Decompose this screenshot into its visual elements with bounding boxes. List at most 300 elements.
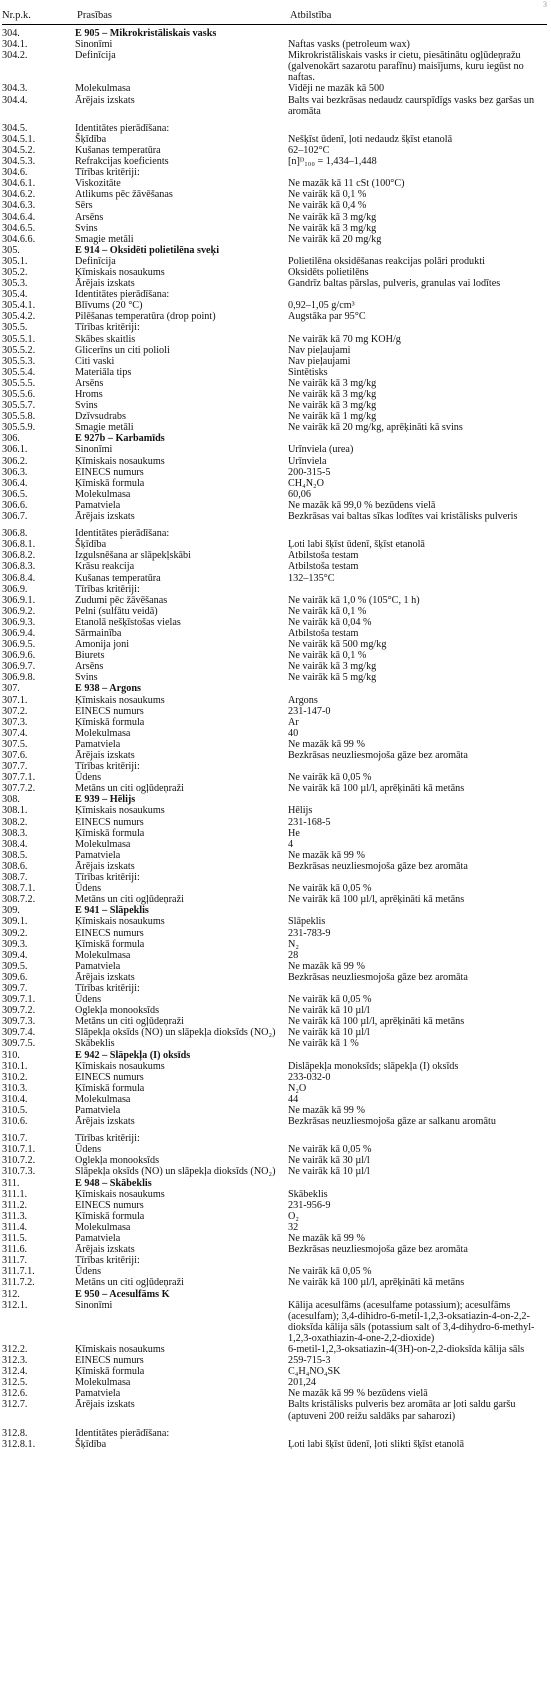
table-row	[2, 661, 547, 672]
table-row	[2, 861, 547, 872]
row-requirement: Tīrības kritēriji:	[75, 583, 140, 595]
row-number: 305.4.1.	[2, 300, 36, 312]
table-row	[2, 1105, 547, 1116]
row-requirement: Identitātes pierādīšana:	[75, 122, 170, 134]
row-requirement: Ķīmiskā formula	[75, 938, 145, 950]
row-number: 304.5.	[2, 122, 28, 134]
row-requirement: Molekulmasa	[75, 838, 131, 850]
row-requirement: Dzīvsudrabs	[75, 411, 126, 423]
row-number: 311.7.2.	[2, 1277, 35, 1289]
row-compliance: Nešķīst ūdenī, ļoti nedaudz šķīst etanolā	[288, 133, 453, 145]
row-compliance: Ne vairāk kā 0,4 %	[288, 200, 367, 212]
row-number: 306.9.8.	[2, 672, 36, 684]
row-requirement: EINECS numurs	[75, 1071, 144, 1083]
table-row	[2, 761, 547, 772]
table-row	[2, 145, 547, 156]
row-compliance: Argons	[288, 694, 318, 706]
row-number: 312.1.	[2, 1299, 28, 1311]
table-row	[2, 1155, 547, 1166]
row-number: 310.7.2.	[2, 1155, 36, 1167]
row-number: 309.7.3.	[2, 1016, 36, 1028]
row-requirement: Pamatviela	[75, 1105, 121, 1116]
row-requirement: Molekulmasa	[75, 727, 131, 739]
table-row	[2, 550, 547, 561]
table-row	[2, 1189, 547, 1200]
table-row	[2, 950, 547, 961]
row-requirement: Ķīmiskais nosaukums	[75, 1343, 165, 1355]
row-number: 304.6.2.	[2, 189, 36, 201]
row-number: 309.7.2.	[2, 1005, 36, 1017]
row-requirement: Definīcija	[75, 50, 116, 62]
row-number: 306.9.	[2, 583, 28, 595]
row-requirement: Ķīmiskā formula	[75, 1366, 145, 1378]
row-compliance: Naftas vasks (petroleum wax)	[288, 39, 410, 51]
row-compliance: Ne vairāk kā 1 %	[288, 1038, 359, 1050]
table-row	[2, 167, 547, 178]
table-row	[2, 639, 547, 650]
table-row	[2, 805, 547, 816]
table-row	[2, 411, 547, 422]
row-number: 306.4.	[2, 477, 28, 489]
row-requirement: Sārmainība	[75, 627, 122, 639]
row-compliance: Ne vairāk kā 500 mg/kg	[288, 639, 387, 651]
table-row	[2, 850, 547, 861]
table-row	[2, 1027, 547, 1038]
row-number: 312.7.	[2, 1399, 28, 1411]
table-row	[2, 1366, 547, 1377]
row-requirement: Ķīmiskais nosaukums	[75, 694, 165, 706]
table-row	[2, 1211, 547, 1222]
row-requirement: Sinonīmi	[75, 444, 113, 456]
table-row	[2, 1200, 547, 1211]
row-requirement: Svins	[75, 400, 98, 412]
table-row	[2, 223, 547, 234]
row-requirement: Molekulmasa	[75, 949, 131, 961]
table-row	[2, 1061, 547, 1072]
row-number: 308.7.2.	[2, 894, 36, 906]
row-requirement: Identitātes pierādīšana:	[75, 289, 170, 301]
table-row	[2, 39, 547, 50]
row-number: 310.7.	[2, 1133, 28, 1145]
row-requirement: Amonija joni	[75, 639, 130, 651]
row-compliance	[288, 1428, 547, 1439]
row-number: 305.5.9.	[2, 422, 36, 434]
row-number: 311.4.	[2, 1221, 28, 1233]
row-compliance	[288, 245, 547, 256]
table-row	[2, 322, 547, 333]
row-number: 306.9.5.	[2, 639, 36, 651]
table-row	[2, 311, 547, 322]
row-number: 304.5.1.	[2, 133, 36, 145]
row-compliance: Ne vairāk kā 0,05 %	[288, 994, 372, 1006]
row-requirement: Metāns un citi ogļūdeņraži	[75, 1277, 184, 1289]
row-number: 306.7.	[2, 511, 28, 523]
row-number: 304.6.	[2, 167, 28, 179]
row-compliance: Ne vairāk kā 0,05 %	[288, 883, 372, 895]
row-number: 310.4.	[2, 1093, 28, 1105]
row-number: 308.4.	[2, 838, 28, 850]
row-requirement: Sērs	[75, 200, 93, 212]
row-requirement: Sinonīmi	[75, 39, 113, 51]
row-number: 305.	[2, 244, 20, 256]
table-row	[2, 561, 547, 572]
row-number: 306.3.	[2, 466, 28, 478]
row-requirement: E 950 – Acesulfāms K	[75, 1288, 170, 1300]
row-requirement: Ķīmiskais nosaukums	[75, 805, 165, 817]
row-compliance: Ne mazāk kā 99 %	[288, 1105, 365, 1116]
row-number: 312.3.	[2, 1355, 28, 1367]
row-requirement: Slāpekļa oksīds (NO) un slāpekļa dioksīds (NO₂)	[75, 1027, 276, 1039]
table-row	[2, 189, 547, 200]
table-body	[2, 28, 547, 1450]
row-number: 305.5.8.	[2, 411, 36, 423]
row-number: 308.7.1.	[2, 883, 36, 895]
table-row	[2, 1300, 547, 1344]
row-number: 305.5.2.	[2, 344, 36, 356]
row-number: 309.6.	[2, 971, 28, 983]
row-number: 309.4.	[2, 949, 28, 961]
table-row	[2, 1178, 547, 1189]
row-compliance: 231-956-9	[288, 1199, 331, 1211]
row-compliance: 259-715-3	[288, 1355, 331, 1367]
row-compliance: 231-168-5	[288, 816, 331, 828]
row-compliance: Ne vairāk kā 10 µl/l	[288, 1027, 370, 1039]
row-requirement: Krāsu reakcija	[75, 561, 135, 573]
row-requirement: Slāpekļa oksīds (NO) un slāpekļa dioksīds (NO₂)	[75, 1166, 276, 1178]
row-number: 306.1.	[2, 444, 28, 456]
header-compliance: Atbilstība	[290, 10, 332, 21]
row-compliance: Ne vairāk kā 1,0 % (105°C, 1 h)	[288, 594, 420, 606]
table-row	[2, 200, 547, 211]
table-row	[2, 156, 547, 167]
table-row	[2, 894, 547, 905]
row-number: 310.1.	[2, 1060, 28, 1072]
row-compliance: Polietilēna oksidēšanas reakcijas polāri produkti	[288, 255, 485, 267]
table-row	[2, 178, 547, 189]
row-compliance: Ne vairāk kā 0,1 %	[288, 605, 367, 617]
table-row	[2, 595, 547, 606]
row-number: 304.6.3.	[2, 200, 36, 212]
row-requirement: Molekulmasa	[75, 1093, 131, 1105]
table-row	[2, 695, 547, 706]
row-requirement: Izgulsnēšana ar slāpekļskābi	[75, 550, 191, 562]
row-requirement: Smagie metāli	[75, 233, 134, 245]
table-row	[2, 1289, 547, 1300]
row-requirement: EINECS numurs	[75, 1355, 144, 1367]
table-row	[2, 872, 547, 883]
table-row	[2, 50, 547, 83]
row-compliance: 0,92–1,05 g/cm³	[288, 300, 355, 312]
row-requirement: Pamatviela	[75, 1388, 121, 1400]
table-row	[2, 1005, 547, 1016]
row-number: 306.5.	[2, 488, 28, 500]
table-row	[2, 994, 547, 1005]
row-number: 309.	[2, 905, 20, 917]
row-number: 312.5.	[2, 1377, 28, 1389]
row-compliance: Ne vairāk kā 1 mg/kg	[288, 411, 377, 423]
row-compliance: CH₄N₂O	[288, 477, 324, 489]
row-number: 306.9.6.	[2, 650, 36, 662]
row-compliance: C₄H₄NO₄SK	[288, 1366, 341, 1378]
table-row	[2, 916, 547, 927]
table-row	[2, 961, 547, 972]
row-number: 308.2.	[2, 816, 28, 828]
row-compliance: 233-032-0	[288, 1071, 331, 1083]
table-row	[2, 1388, 547, 1399]
row-requirement: Tīrības kritēriji:	[75, 1133, 140, 1145]
row-number: 309.7.	[2, 982, 28, 994]
row-requirement: Skābeklis	[75, 1038, 115, 1050]
row-compliance: Ļoti labi šķīst ūdenī, šķīst etanolā	[288, 539, 425, 551]
row-number: 304.	[2, 28, 20, 39]
row-number: 310.7.1.	[2, 1144, 36, 1156]
row-compliance: Ne vairāk kā 3 mg/kg	[288, 400, 377, 412]
row-number: 308.	[2, 794, 20, 806]
row-compliance: Balts vai bezkrāsas nedaudz caurspīdīgs vasks bez garšas un aromāta	[288, 94, 535, 117]
row-requirement: Pamatviela	[75, 849, 121, 861]
row-number: 308.5.	[2, 849, 28, 861]
table-row	[2, 444, 547, 455]
row-compliance: Ne vairāk kā 0,04 %	[288, 616, 372, 628]
row-requirement: Pamatviela	[75, 499, 121, 511]
row-requirement: Arsēns	[75, 377, 104, 389]
row-compliance: Sintētisks	[288, 366, 328, 378]
table-row	[2, 456, 547, 467]
row-number: 308.1.	[2, 805, 28, 817]
table-row	[2, 928, 547, 939]
table-row	[2, 573, 547, 584]
table-row	[2, 939, 547, 950]
row-compliance: Nav pieļaujami	[288, 355, 351, 367]
row-number: 304.6.1.	[2, 178, 36, 190]
row-compliance: Ne mazāk kā 11 cSt (100°C)	[288, 178, 405, 190]
row-requirement: Molekulmasa	[75, 83, 131, 95]
row-compliance: Ne vairāk kā 100 µl/l, aprēķināti kā metāns	[288, 1277, 465, 1289]
row-requirement: Tīrības kritēriji:	[75, 872, 140, 884]
row-number: 307.5.	[2, 738, 28, 750]
row-number: 306.9.3.	[2, 616, 36, 628]
row-requirement: Ūdens	[75, 1266, 102, 1278]
row-requirement: E 905 – Mikrokristāliskais vasks	[75, 28, 217, 39]
table-row	[2, 256, 547, 267]
table-row	[2, 617, 547, 628]
row-compliance: 60,06	[288, 488, 311, 500]
table-row	[2, 1428, 547, 1439]
row-number: 308.7.	[2, 872, 28, 884]
row-requirement: Pelni (sulfātu veidā)	[75, 605, 158, 617]
row-requirement: Arsēns	[75, 211, 104, 223]
row-requirement: Ārējais izskats	[75, 1399, 135, 1411]
row-compliance: Ne vairāk kā 100 µl/l, aprēķināti kā metāns	[288, 1016, 465, 1028]
row-requirement: Skābes skaitlis	[75, 333, 136, 345]
row-requirement: Materiāla tips	[75, 366, 132, 378]
table-row	[2, 1266, 547, 1277]
table-row	[2, 1244, 547, 1255]
row-number: 305.5.4.	[2, 366, 36, 378]
table-row	[2, 717, 547, 728]
table-row	[2, 1255, 547, 1266]
row-number: 305.5.5.	[2, 377, 36, 389]
row-compliance	[288, 433, 547, 444]
row-requirement: Kušanas temperatūra	[75, 144, 161, 156]
row-compliance	[288, 322, 547, 333]
row-compliance: Ne vairāk kā 3 mg/kg	[288, 211, 377, 223]
row-compliance: Ne vairāk kā 30 µl/l	[288, 1155, 370, 1167]
table-row	[2, 1133, 547, 1144]
row-number: 309.3.	[2, 938, 28, 950]
row-compliance: Ne vairāk kā 3 mg/kg	[288, 661, 377, 673]
table-row	[2, 422, 547, 433]
table-row	[2, 1277, 547, 1288]
row-requirement: Hroms	[75, 389, 103, 400]
table-row	[2, 1083, 547, 1094]
row-number: 305.4.	[2, 289, 28, 301]
row-compliance: Slāpeklis	[288, 916, 326, 928]
table-row	[2, 245, 547, 256]
row-requirement: Ārējais izskats	[75, 94, 135, 106]
row-number: 306.	[2, 433, 20, 445]
table-row	[2, 728, 547, 739]
table-row	[2, 1038, 547, 1049]
row-compliance: Bezkrāsas neuzliesmojoša gāze bez aromāta	[288, 860, 468, 872]
row-number: 306.8.4.	[2, 572, 36, 584]
row-requirement: Etanolā nešķīstošas vielas	[75, 616, 181, 628]
row-number: 306.9.1.	[2, 594, 36, 606]
row-number: 309.5.	[2, 960, 28, 972]
row-number: 306.8.3.	[2, 561, 36, 573]
table-row	[2, 528, 547, 539]
row-compliance: Bezkrāsas neuzliesmojoša gāze bez aromāta	[288, 1244, 468, 1256]
row-compliance: Nav pieļaujami	[288, 344, 351, 356]
row-requirement: Glicerīns un citi polioli	[75, 344, 170, 356]
row-compliance	[288, 1255, 547, 1266]
row-requirement: Ķīmiskais nosaukums	[75, 916, 165, 928]
row-requirement: Ķīmiskais nosaukums	[75, 1188, 165, 1200]
row-number: 305.3.	[2, 278, 28, 290]
table-row	[2, 606, 547, 617]
table-row	[2, 1233, 547, 1244]
row-compliance: Ne mazāk kā 99 % bezūdens vielā	[288, 1388, 428, 1400]
row-number: 306.2.	[2, 455, 28, 467]
row-number: 306.8.2.	[2, 550, 36, 562]
row-requirement: Svins	[75, 222, 98, 234]
table-row	[2, 389, 547, 400]
row-compliance: Ne vairāk kā 3 mg/kg	[288, 222, 377, 234]
table-row	[2, 683, 547, 694]
row-compliance: 231-147-0	[288, 705, 331, 717]
row-compliance: Urīnviela	[288, 455, 327, 467]
row-compliance: Bezkrāsas vai baltas sīkas lodītes vai kristālisks pulveris	[288, 511, 518, 523]
row-requirement: E 938 – Argons	[75, 683, 141, 695]
table-row	[2, 628, 547, 639]
row-requirement: Ķīmiskā formula	[75, 827, 145, 839]
row-requirement: Tīrības kritēriji:	[75, 1255, 140, 1267]
row-number: 306.6.	[2, 499, 28, 511]
row-compliance: N₂	[288, 938, 299, 950]
row-number: 307.6.	[2, 750, 28, 761]
row-number: 304.5.3.	[2, 156, 36, 168]
row-compliance: Vidēji ne mazāk kā 500	[288, 83, 385, 95]
table-row	[2, 345, 547, 356]
row-number: 304.6.4.	[2, 211, 36, 223]
row-requirement: EINECS numurs	[75, 705, 144, 717]
row-number: 307.2.	[2, 705, 28, 717]
row-requirement: Molekulmasa	[75, 488, 131, 500]
row-requirement: Ķīmiskais nosaukums	[75, 266, 165, 278]
row-number: 304.1.	[2, 39, 28, 51]
row-number: 309.1.	[2, 916, 28, 928]
row-requirement: Ārējais izskats	[75, 278, 135, 290]
row-compliance: Ar	[288, 716, 299, 728]
row-compliance: Ne vairāk kā 3 mg/kg	[288, 377, 377, 389]
row-number: 305.5.1.	[2, 333, 36, 345]
row-compliance	[288, 905, 547, 916]
row-compliance: Ne vairāk kā 3 mg/kg	[288, 389, 377, 400]
row-number: 309.7.4.	[2, 1027, 36, 1039]
row-number: 310.2.	[2, 1071, 28, 1083]
row-compliance: 6-metil-1,2,3-oksatiazin-4(3H)-on-2,2-dioksīda kālija sāls	[288, 1343, 525, 1355]
row-compliance	[288, 683, 547, 694]
row-requirement: Ķīmiskais nosaukums	[75, 455, 165, 467]
table-row	[2, 1344, 547, 1355]
row-requirement: Metāns un citi ogļūdeņraži	[75, 783, 184, 795]
row-number: 305.5.7.	[2, 400, 36, 412]
header-number: Nr.p.k.	[2, 10, 31, 21]
table-row	[2, 584, 547, 595]
row-compliance: Ne vairāk kā 100 µl/l, aprēķināti kā metāns	[288, 894, 465, 906]
row-compliance: 200-315-5	[288, 466, 331, 478]
row-requirement: Metāns un citi ogļūdeņraži	[75, 1016, 184, 1028]
row-compliance: Ne vairāk kā 5 mg/kg	[288, 672, 377, 684]
row-requirement: Tīrības kritēriji:	[75, 322, 140, 334]
row-requirement: Šķīdība	[75, 1438, 107, 1450]
row-number: 310.6.	[2, 1116, 28, 1128]
row-number: 312.2.	[2, 1343, 28, 1355]
row-number: 304.4.	[2, 94, 28, 106]
table-row	[2, 356, 547, 367]
row-number: 305.5.6.	[2, 389, 36, 400]
row-number: 304.5.2.	[2, 144, 36, 156]
row-compliance	[288, 983, 547, 994]
row-requirement: Ārējais izskats	[75, 1116, 135, 1128]
row-number: 307.	[2, 683, 20, 695]
row-requirement: Šķīdība	[75, 539, 107, 551]
row-number: 309.7.5.	[2, 1038, 36, 1050]
row-number: 310.	[2, 1049, 20, 1061]
row-compliance: 132–135°C	[288, 572, 335, 584]
row-requirement: E 948 – Skābeklis	[75, 1177, 152, 1189]
row-number: 307.1.	[2, 694, 28, 706]
table-row	[2, 378, 547, 389]
row-number: 304.3.	[2, 83, 28, 95]
row-requirement: Ārējais izskats	[75, 750, 135, 761]
row-number: 304.6.6.	[2, 233, 36, 245]
row-compliance: Ne mazāk kā 99 %	[288, 738, 365, 750]
row-requirement: Zudumi pēc žāvēšanas	[75, 594, 168, 606]
row-requirement: E 939 – Hēlijs	[75, 794, 136, 806]
row-requirement: Pamatviela	[75, 1233, 121, 1245]
row-requirement: Smagie metāli	[75, 422, 134, 434]
row-compliance: [n]ᴰ₁₀₀ = 1,434–1,448	[288, 156, 377, 168]
row-compliance: Atbilstoša testam	[288, 561, 359, 573]
row-compliance: Augstāka par 95°C	[288, 311, 366, 323]
table-row	[2, 783, 547, 794]
table-row	[2, 1355, 547, 1366]
table-row	[2, 500, 547, 511]
table-row	[2, 1439, 547, 1450]
row-compliance	[288, 1289, 547, 1300]
table-row	[2, 1050, 547, 1061]
